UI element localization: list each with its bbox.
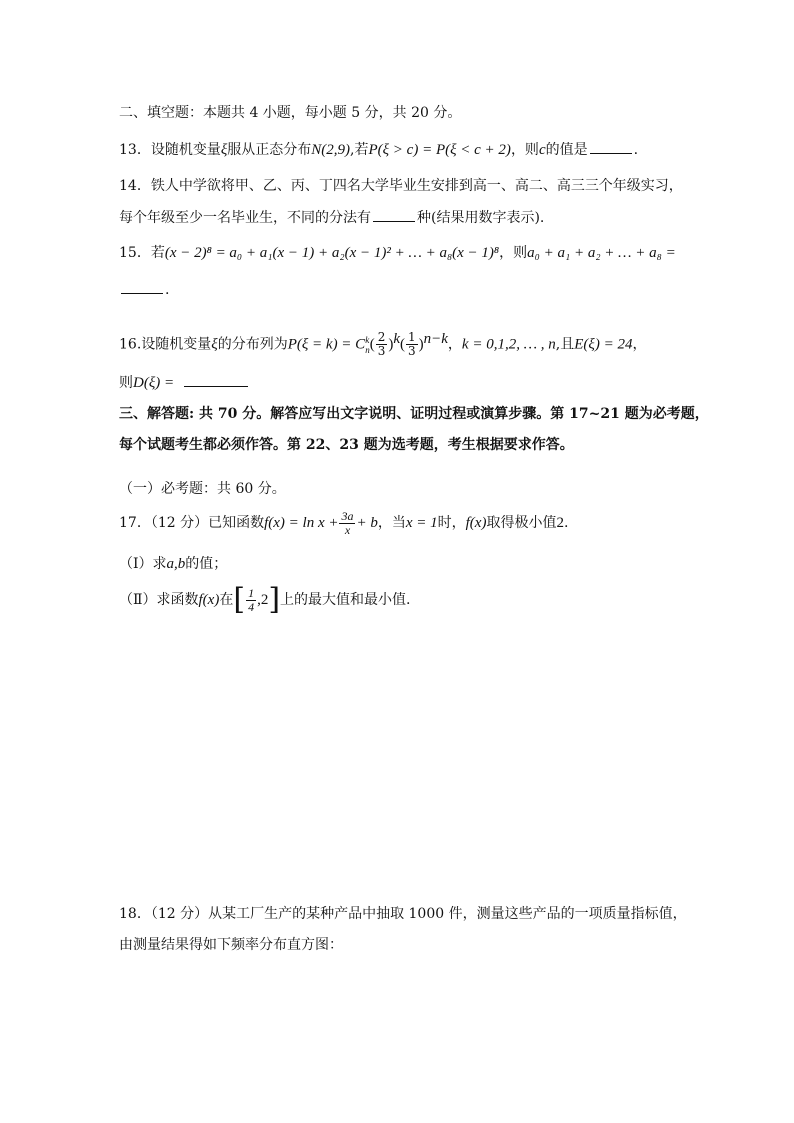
q13-xi: ξ xyxy=(220,142,228,158)
q13-text-5: 的值是 xyxy=(545,142,588,158)
q17-fraction xyxy=(339,510,355,537)
q17-value: 2 xyxy=(556,515,564,531)
q17-int-num: 1 xyxy=(248,585,255,600)
q17-part2-a: （Ⅱ）求函数 xyxy=(119,592,199,608)
question-17: 17．（12 分）已知函数f(x) = ln x + $\frac{3a}{x}$ + b，当x = 1时，f(x)取得极小值2. xyxy=(119,508,569,537)
q15-number: 15．若 xyxy=(119,245,165,261)
q17-part2-fx: f(x) xyxy=(198,592,220,608)
q15-answer-line: . xyxy=(119,279,169,300)
q16-lhs: P(ξ = k) = C xyxy=(287,336,366,353)
q17-left-bracket: [ xyxy=(233,582,246,617)
q17-int-den: 4 xyxy=(248,599,255,614)
q17-frac-den: x xyxy=(344,522,351,537)
q16-frac2-num: 1 xyxy=(408,330,416,345)
q13-text-4: ，则 xyxy=(510,142,539,158)
q16-frac2-den: 3 xyxy=(408,344,416,359)
section3-heading-line-1: 三、解答题: 共 70 分。解答应写出文字说明、证明过程或演算步骤。第 17~21 题为必考题， xyxy=(119,406,709,422)
required-heading: （一）必考题：共 60 分。 xyxy=(119,481,286,497)
question-18-line-1: 18．（12 分）从某工厂生产的某种产品中抽取 1000 件，测量这些产品的一项质量指标值， xyxy=(119,906,687,922)
q16-range: k = 0,1,2, … , n xyxy=(461,336,556,353)
q15-text-1: ，则 xyxy=(499,245,528,261)
q17-part2-b: 在 xyxy=(219,592,234,608)
q14-text-b: 种(结果用数字表示). xyxy=(417,210,545,226)
q16-expectation: E(ξ) = 24 xyxy=(574,336,633,353)
question-14-line-1: 14．铁人中学欲将甲、乙、丙、丁四名大学毕业生安排到高一、高二、高三三个年级实习， xyxy=(119,178,683,194)
q13-text-1: 设随机变量 xyxy=(150,142,221,158)
q16-frac1-num: 2 xyxy=(377,330,386,345)
q13-text-3: ,若 xyxy=(350,142,369,158)
q13-equation: P(ξ > c) = P(ξ < c + 2) xyxy=(368,142,511,158)
q17-text-2: 时， xyxy=(437,515,466,531)
q16-variance: D(ξ) = xyxy=(133,375,175,391)
q17-interval-end: ,2 xyxy=(257,592,269,608)
q17-ab: a,b xyxy=(166,556,186,572)
section2-heading: 二、填空题：本题共 4 小题，每小题 5 分，共 20 分。 xyxy=(119,105,462,121)
q17-interval-fraction xyxy=(246,587,256,614)
q15-equation: (x − 2)⁸ = a₀ + a₁(x − 1) + a₂(x − 1)² + … + a₈(x − 1)⁸ xyxy=(164,245,500,261)
q15-answer-blank xyxy=(121,279,163,294)
q17-part1-b: 的值； xyxy=(185,556,228,572)
q13-number: 13． xyxy=(119,142,151,158)
question-15 xyxy=(119,243,676,263)
q16-binom-index: k n xyxy=(365,334,370,355)
q17-part1-a: （Ⅰ）求 xyxy=(119,556,167,572)
q17-function: f(x) = ln x + xyxy=(264,515,339,531)
question-13: 13．设随机变量ξ服从正态分布N(2,9),若P(ξ > c) = P(ξ < c + 2)，则c的值是 . xyxy=(119,139,638,160)
q16-answer-line xyxy=(119,372,250,393)
q17-plus-b: + b xyxy=(356,515,378,531)
q16-fraction-1 xyxy=(376,331,388,358)
q17-right-bracket: ] xyxy=(268,582,281,617)
q17-frac-num: 3a xyxy=(341,508,354,523)
q16-xi: ξ xyxy=(211,336,218,353)
q17-number: 17．（12 分）已知函数 xyxy=(119,515,265,531)
q13-c: c xyxy=(538,142,546,158)
q16-text-1: 的分布列为 xyxy=(217,336,288,353)
q14-answer-blank xyxy=(373,207,415,222)
q13-distribution: N(2,9) xyxy=(311,142,351,158)
q17-text-1: ，当 xyxy=(377,515,406,531)
q17-fx: f(x) xyxy=(465,515,487,531)
q17-part2-c: 上的最大值和最小值. xyxy=(280,592,411,608)
question-16: 16.设随机变量ξ的分布列为P(ξ = k) = Ck n( $\frac{2}{3}$ )$^k$( $\frac{1}{3}$ )$^{n-k}$，k = 0,1,2, … , n,且E(ξ) = 24， xyxy=(119,330,647,359)
q16-then: 则 xyxy=(119,375,133,391)
section3-heading-line-2: 每个试题考生都必须作答。第 22、23 题为选考题，考生根据要求作答。 xyxy=(119,437,574,453)
q17-x1: x = 1 xyxy=(405,515,438,531)
q17-part-2 xyxy=(119,584,410,616)
q17-part-1 xyxy=(119,554,227,574)
q16-number: 16.设随机变量 xyxy=(119,336,212,353)
q16-answer-blank xyxy=(184,372,248,387)
q16-text-2: ,且 xyxy=(555,336,575,353)
q16-fraction-2 xyxy=(406,331,418,358)
q13-text-2: 服从正态分布 xyxy=(227,142,312,158)
question-14-line-2 xyxy=(119,207,544,228)
question-18-line-2: 由测量结果得如下频率分布直方图： xyxy=(119,937,343,953)
q17-text-3: 取得极小值 xyxy=(486,515,557,531)
q14-text-a: 每个年级至少一名毕业生，不同的分法有 xyxy=(119,210,371,226)
q16-frac1-den: 3 xyxy=(377,344,386,359)
q13-answer-blank xyxy=(590,139,632,154)
q15-sum: a₀ + a₁ + a₂ + … + a₈ = xyxy=(527,245,676,261)
